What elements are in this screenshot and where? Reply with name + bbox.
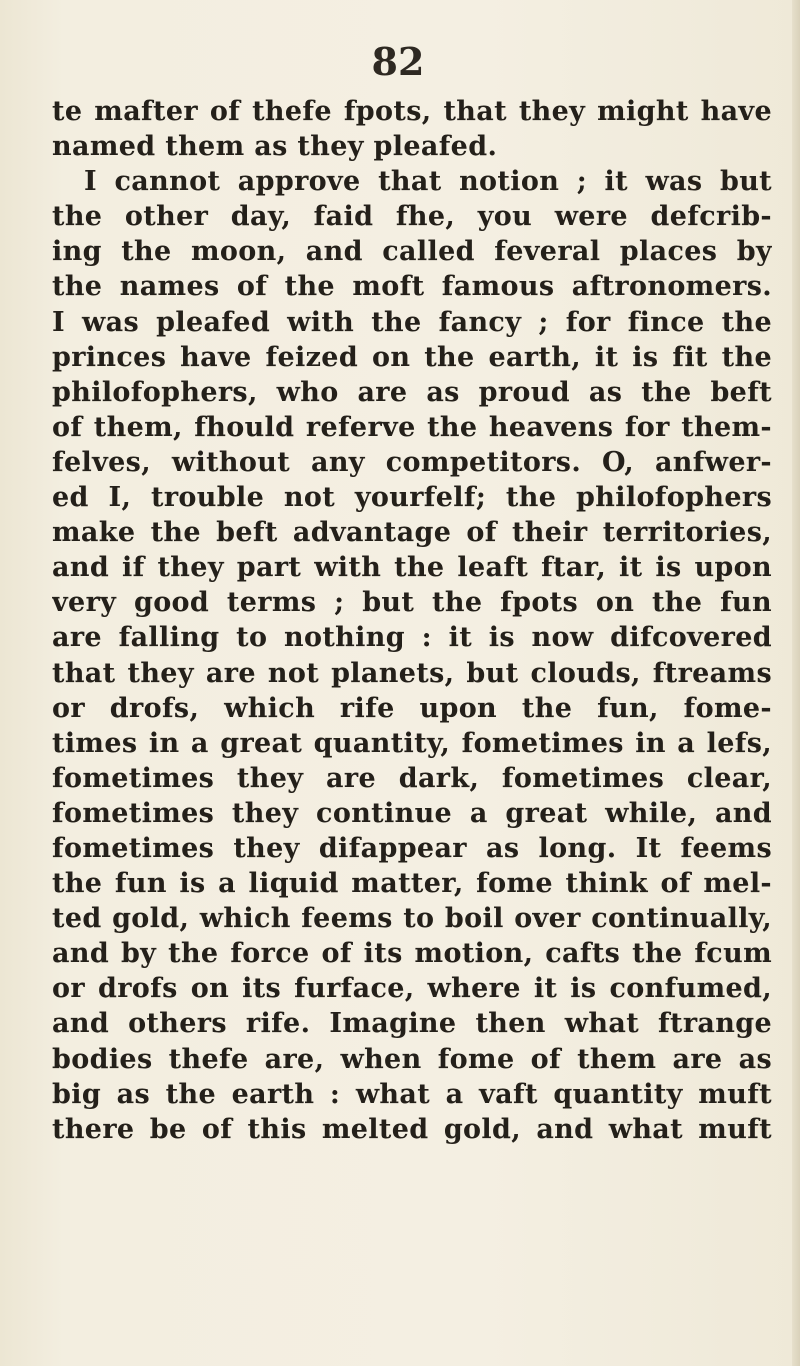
text-line: named them as they pleafed. <box>52 131 498 163</box>
text-line: or drofs on its furface, where it is confumed, <box>52 973 772 1005</box>
text-line: fometimes they continue a great while, and <box>52 797 772 829</box>
text-line: the names of the moft famous aftronomers. <box>52 271 772 303</box>
text-line: the fun is a liquid matter, fome think of mel- <box>52 868 772 900</box>
text-line: and if they part with the leaft ftar, it is upon <box>52 552 772 584</box>
text-line: ted gold, which feems to boil over continually, <box>52 903 772 935</box>
text-line: bodies thefe are, when fome of them are as <box>52 1043 772 1075</box>
text-line: I cannot approve that notion ; it was but <box>84 166 772 198</box>
text-line: times in a great quantity, fometimes in a lefs, <box>52 727 772 759</box>
text-line: there be of this melted gold, and what muft <box>52 1113 772 1145</box>
text-line: the other day, faid fhe, you were defcrib- <box>52 201 772 233</box>
text-line: felves, without any competitors. O, anfwer- <box>52 446 772 478</box>
text-line: big as the earth : what a vaft quantity muft <box>52 1078 772 1110</box>
text-line: that they are not planets, but clouds, ftreams <box>52 657 772 689</box>
text-line: ed I, trouble not yourfelf; the philofophers <box>52 482 772 514</box>
text-line: fometimes they difappear as long. It feems <box>52 832 772 864</box>
text-line: fometimes they are dark, fometimes clear, <box>52 762 772 794</box>
text-line: of them, fhould referve the heavens for them- <box>52 411 772 443</box>
body-text <box>52 94 772 1147</box>
text-line: and others rife. Imagine then what ftrange <box>52 1008 772 1040</box>
text-line: make the beft advantage of their territories, <box>52 517 772 549</box>
text-line: I was pleafed with the fancy ; for fince the <box>52 306 772 338</box>
text-line: te mafter of thefe fpots, that they might have <box>52 96 772 127</box>
text-line: ing the moon, and called feveral places by <box>52 236 772 268</box>
page-edge <box>792 0 800 1366</box>
text-line: are falling to nothing : it is now difcovered <box>52 622 772 654</box>
text-line: philofophers, who are as proud as the beft <box>52 376 772 408</box>
page-number: 82 <box>371 39 425 84</box>
text-line: princes have feized on the earth, it is fit the <box>52 341 772 373</box>
text-line: or drofs, which rife upon the fun, fome- <box>52 692 772 724</box>
text-line: very good terms ; but the fpots on the fun <box>52 587 772 619</box>
text-line: and by the force of its motion, cafts the fcum <box>52 938 772 970</box>
